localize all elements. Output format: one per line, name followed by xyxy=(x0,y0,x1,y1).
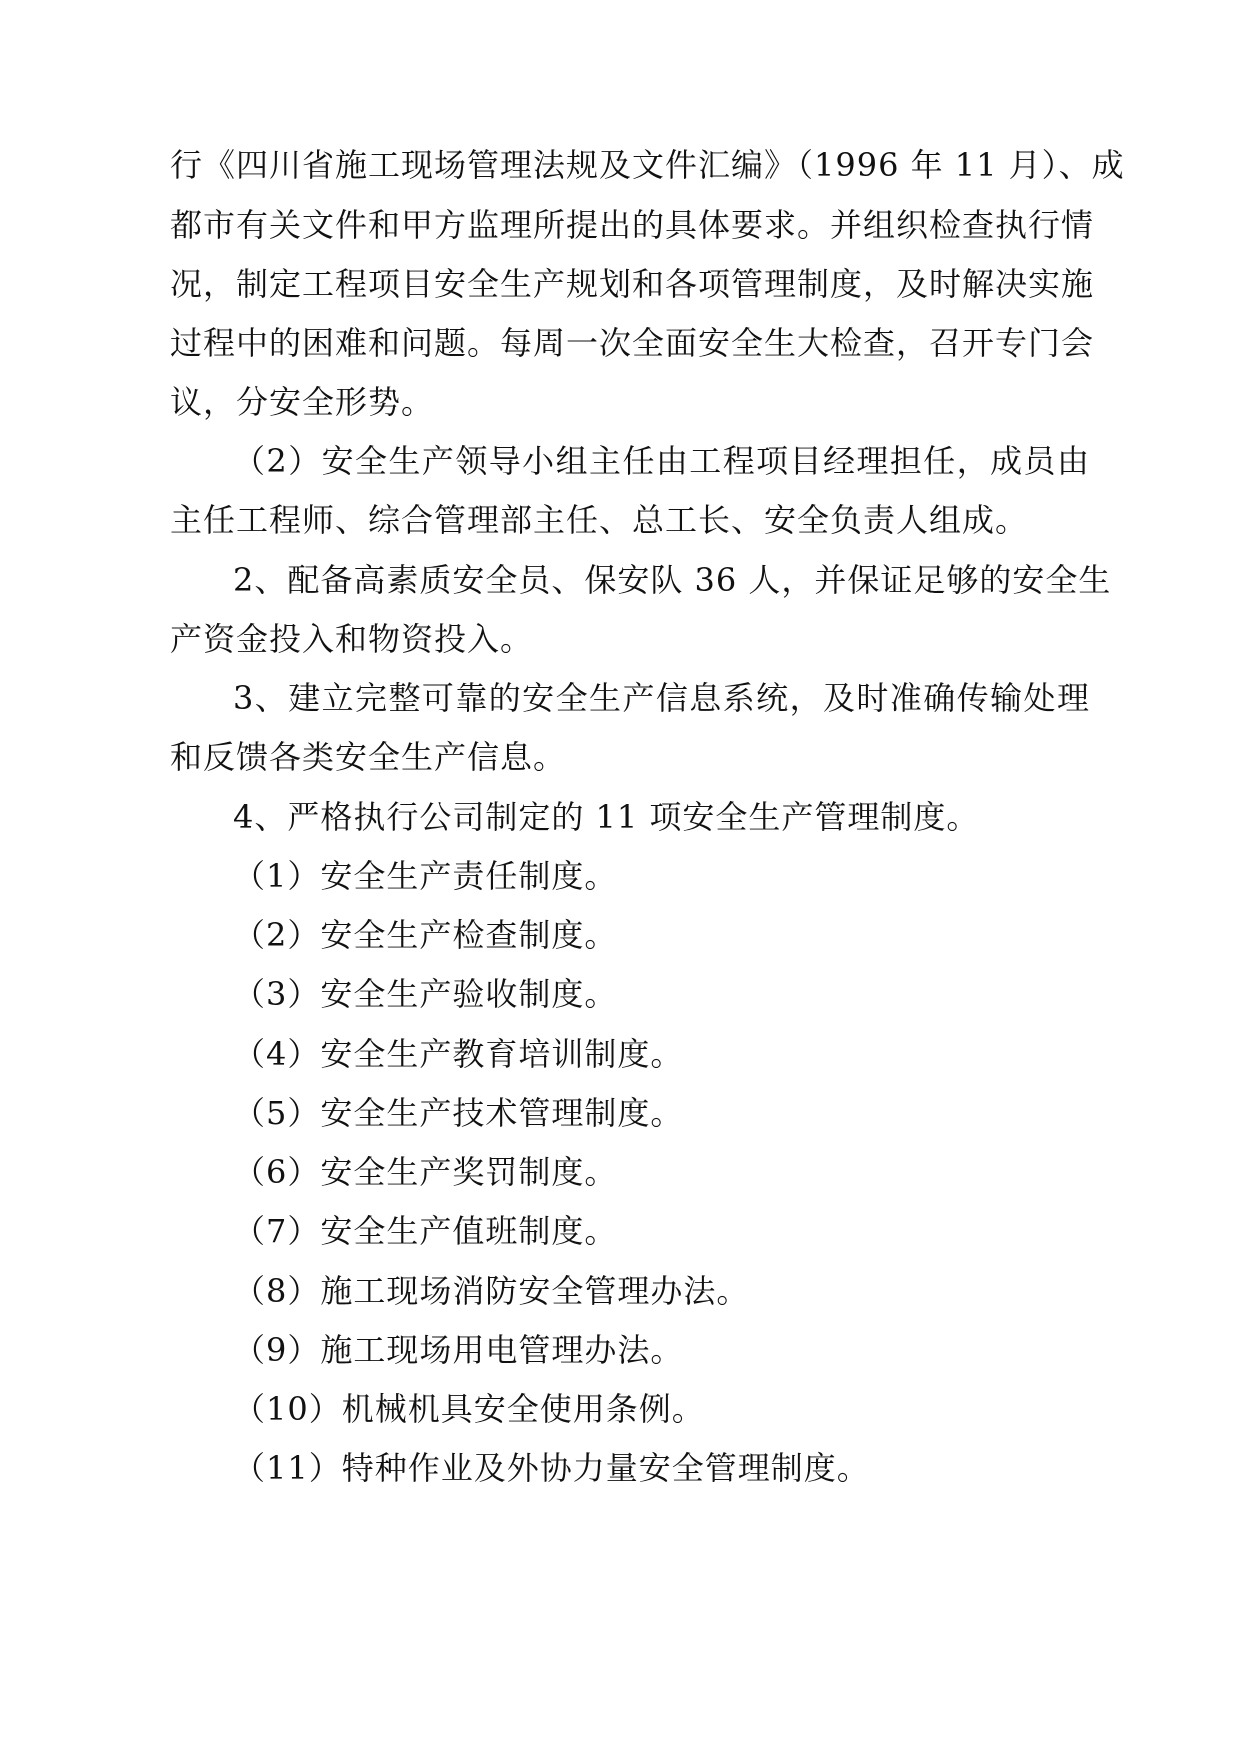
paragraph-line: 和反馈各类安全生产信息。 xyxy=(170,738,567,776)
regulation-item: （5）安全生产技术管理制度。 xyxy=(233,1094,684,1132)
paragraph-line: 过程中的困难和问题。每周一次全面安全生大检查，召开专门会 xyxy=(170,324,1095,362)
regulation-item: （6）安全生产奖罚制度。 xyxy=(233,1153,618,1191)
regulation-item: （9）施工现场用电管理办法。 xyxy=(233,1331,684,1369)
paragraph-line: （2）安全生产领导小组主任由工程项目经理担任，成员由 xyxy=(233,442,1090,480)
regulation-item: （3）安全生产验收制度。 xyxy=(233,975,618,1013)
paragraph-line: 主任工程师、综合管理部主任、总工长、安全负责人组成。 xyxy=(170,501,1029,539)
paragraph-line: 行《四川省施工现场管理法规及文件汇编》（1996 年 11 月）、成 xyxy=(170,146,1125,184)
regulation-item: （11）特种作业及外协力量安全管理制度。 xyxy=(233,1449,870,1487)
regulation-item: （7）安全生产值班制度。 xyxy=(233,1212,618,1250)
regulation-item: （8）施工现场消防安全管理办法。 xyxy=(233,1272,750,1310)
paragraph-line: 都市有关文件和甲方监理所提出的具体要求。并组织检查执行情 xyxy=(170,206,1095,244)
paragraph-line: 4、严格执行公司制定的 11 项安全生产管理制度。 xyxy=(233,798,980,836)
paragraph-line: 3、建立完整可靠的安全生产信息系统，及时准确传输处理 xyxy=(233,679,1090,717)
paragraph-line: 产资金投入和物资投入。 xyxy=(170,620,534,658)
regulation-item: （4）安全生产教育培训制度。 xyxy=(233,1035,684,1073)
regulation-item: （10）机械机具安全使用条例。 xyxy=(233,1390,705,1428)
paragraph-line: 议，分安全形势。 xyxy=(170,383,435,421)
regulation-item: （2）安全生产检查制度。 xyxy=(233,916,618,954)
paragraph-line: 2、配备高素质安全员、保安队 36 人，并保证足够的安全生 xyxy=(233,561,1112,599)
paragraph-line: 况，制定工程项目安全生产规划和各项管理制度，及时解决实施 xyxy=(170,265,1095,303)
regulation-item: （1）安全生产责任制度。 xyxy=(233,857,618,895)
